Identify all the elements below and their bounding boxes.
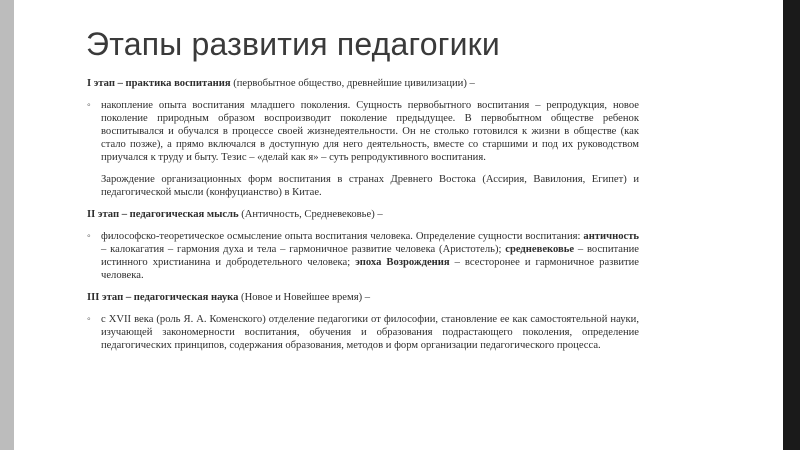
term-middle-ages: средневековье — [505, 244, 575, 255]
stage-3-period: (Новое и Новейшее время) – — [238, 292, 371, 303]
stage-2-heading — [87, 208, 639, 221]
term-antiquity: античность — [583, 231, 639, 242]
stage-2-label: II этап – педагогическая мысль — [87, 209, 239, 220]
paragraph-text: – воспитание истинного христианина и добродетельного человека; — [101, 244, 639, 268]
left-decorative-bar — [0, 0, 14, 450]
right-decorative-bar — [783, 0, 800, 450]
bullet-icon: ◦ — [87, 231, 91, 242]
stage-2-paragraph — [87, 230, 639, 282]
stage-1-heading — [87, 77, 639, 90]
bullet-icon: ◦ — [87, 314, 91, 325]
paragraph-text: накопление опыта воспитания младшего поколения. Сущность первобытного воспитания – репродукция, новое поколение природным образом воспроизводит поколение предыдущее. В первобытном обществе ребенок воспитывался и обучался в процессе своей жизнедеятельности. Он не столько готовился к жизни в обществе (как стало позже), а прямо включался в доступную для него деятельность, вместе со старшими и под их руководством приучался к труду и быту. Тезис – «делай как я» – суть репродуктивного воспитания. — [101, 100, 639, 163]
paragraph-text: – калокагатия – гармония духа и тела – гармоничное развитие человека (Аристотель); — [101, 244, 506, 255]
slide-title: Этапы развития педагогики — [86, 26, 500, 62]
stage-2-period: (Античность, Средневековье) – — [238, 209, 383, 220]
stage-3-label: III этап – педагогическая наука — [87, 292, 239, 303]
paragraph-text: – всесторонее и гармоничное развитие человека. — [101, 257, 639, 281]
bullet-icon: ◦ — [87, 100, 91, 111]
stage-1-paragraph-2 — [87, 173, 639, 199]
paragraph-text: с XVII века (роль Я. А. Коменского) отделение педагогики от философии, становление ее как самостоятельной науки, изучающей закономерности воспитания, обучения и образования подрастающего поколения, определение педагогических принципов, содержания образования, методов и форм организации педагогического процесса. — [101, 314, 639, 351]
paragraph-text: Зарождение организационных форм воспитания в странах Древнего Востока (Ассирия, Вавилония, Египет) и педагогической мысли (конфуцианство) в Китае. — [101, 174, 639, 198]
term-renaissance: эпоха Возрождения — [355, 257, 450, 268]
paragraph-text: философско-теоретическое осмысление опыта воспитания человека. Определение сущности воспитания: — [101, 231, 584, 242]
slide-body — [87, 77, 639, 361]
stage-1-label: I этап – практика воспитания — [87, 78, 231, 89]
stage-3-heading — [87, 291, 639, 304]
stage-3-paragraph — [87, 313, 639, 352]
stage-1-period: (первобытное общество, древнейшие цивилизации) – — [230, 78, 475, 89]
stage-1-paragraph — [87, 99, 639, 164]
